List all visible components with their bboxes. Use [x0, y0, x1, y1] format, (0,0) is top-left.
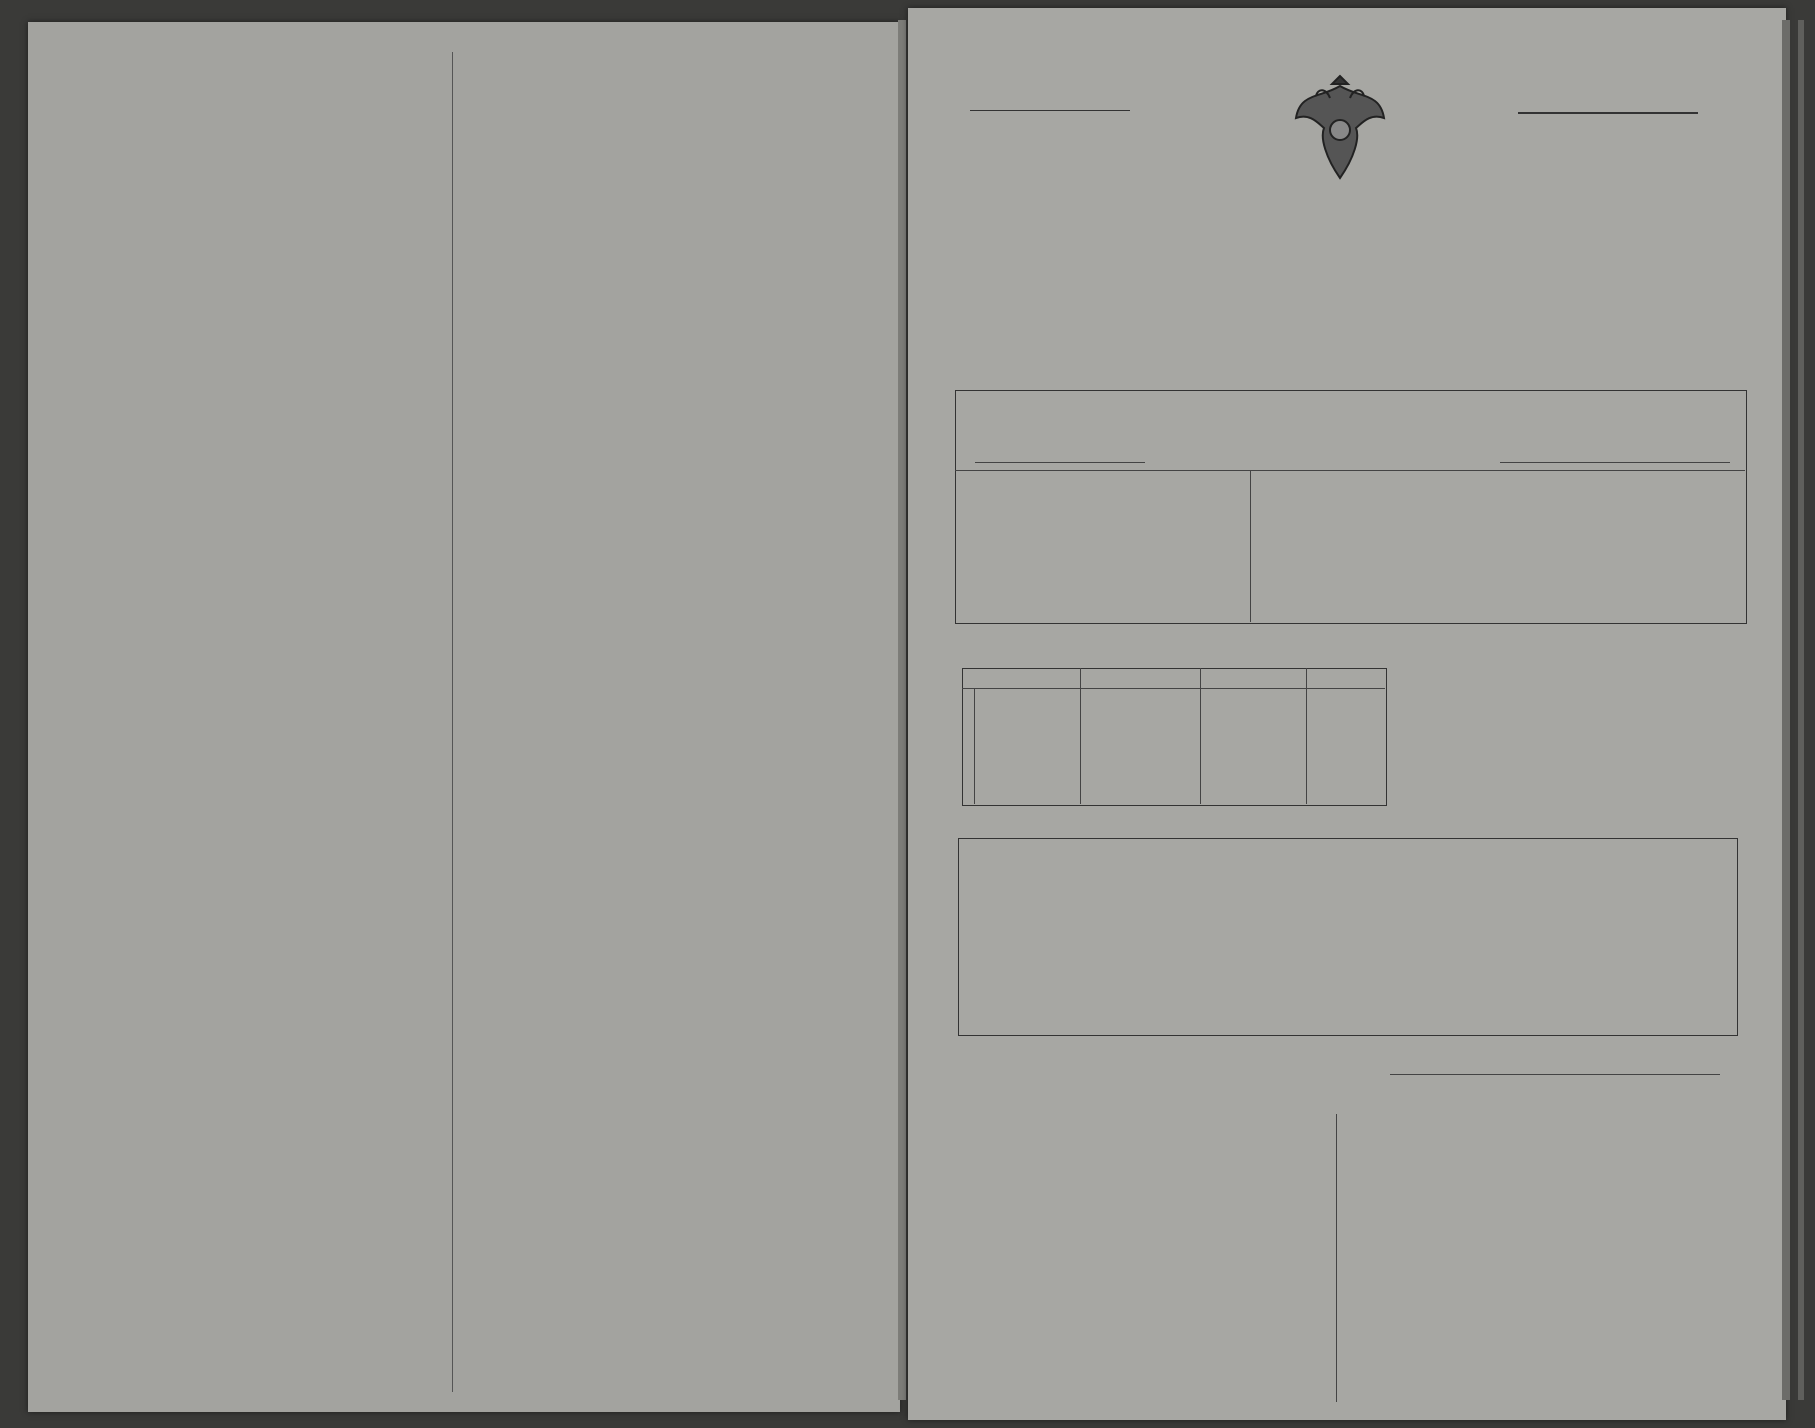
- rules-right-text: [1346, 1114, 1730, 1390]
- instructions-column-1b: [290, 1020, 440, 1100]
- rules-left-text: [960, 1114, 1326, 1402]
- address-block: [955, 390, 1747, 624]
- page-edge-2: [1798, 20, 1804, 1400]
- buildings-table-col-divider-2: [1200, 668, 1201, 804]
- address-block-divider: [1250, 470, 1251, 622]
- instructions-column-2: [468, 52, 840, 1152]
- address-block-rule: [955, 470, 1745, 471]
- buildings-table-num-col: [974, 688, 975, 804]
- form-title: [1168, 398, 1468, 406]
- book-spine: [898, 20, 906, 1400]
- buildings-table-col-divider-3: [1306, 668, 1307, 804]
- note-block: [1400, 668, 1730, 818]
- free-underline: [970, 110, 1130, 111]
- rules-divider: [1336, 1114, 1337, 1402]
- page-edge: [1782, 20, 1790, 1400]
- imperial-eagle-emblem: [1290, 68, 1390, 188]
- column-divider: [452, 52, 453, 1392]
- buildings-table-header-rule: [962, 688, 1385, 689]
- province-line: [975, 462, 1145, 463]
- instructions-column-1: [86, 52, 436, 1392]
- district-line: [1500, 462, 1730, 463]
- buildings-table-col-divider-1: [1080, 668, 1081, 804]
- summary-table: [958, 838, 1738, 1036]
- signature-line: [1390, 1074, 1720, 1075]
- sheet-number-underline: [1518, 112, 1698, 114]
